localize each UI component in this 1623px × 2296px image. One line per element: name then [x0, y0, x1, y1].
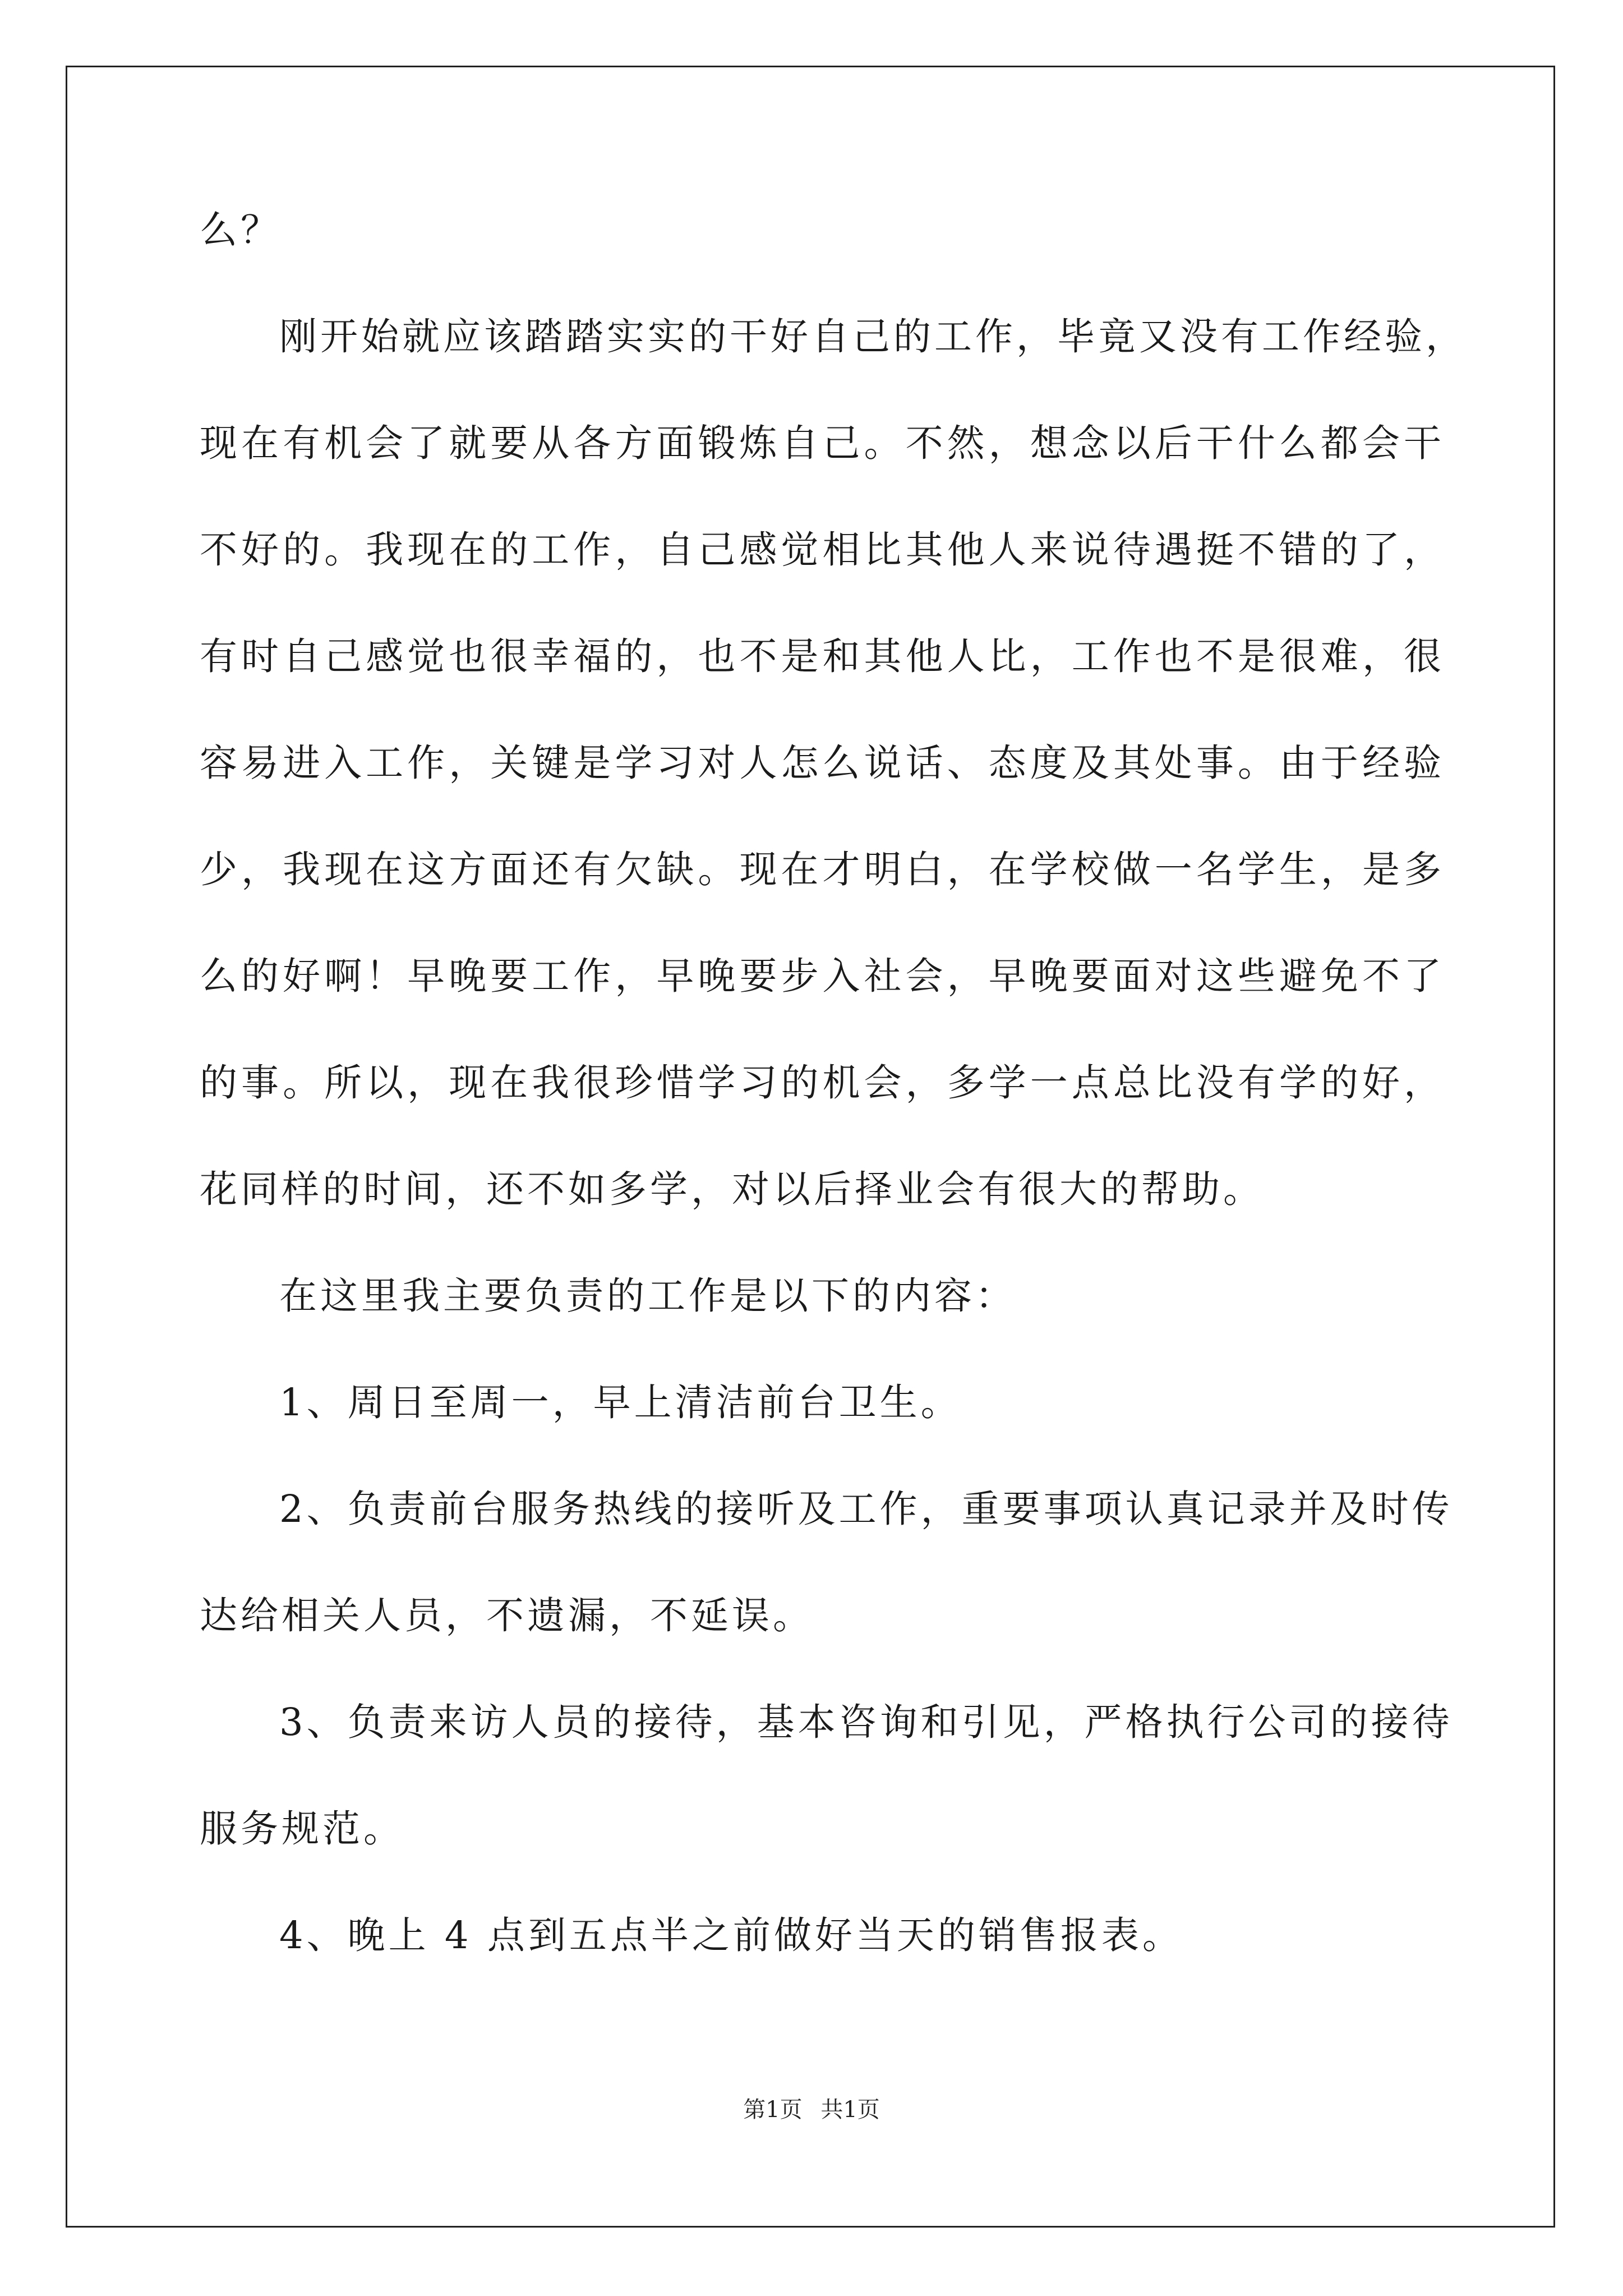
page-footer	[0, 2096, 1623, 2124]
text-line: 的事。所以，现在我很珍惜学习的机会，多学一点总比没有学的好，	[200, 1061, 1445, 1105]
text-line: 少，我现在这方面还有欠缺。现在才明白，在学校做一名学生，是多	[200, 848, 1445, 891]
page-number: 第1页	[743, 2097, 803, 2123]
text-line: 么？	[200, 208, 282, 252]
text-line: 刚开始就应该踏踏实实的干好自己的工作，毕竟又没有工作经验，	[279, 315, 1467, 358]
text-line: 么的好啊！早晚要工作，早晚要步入社会，早晚要面对这些避免不了	[200, 954, 1445, 998]
text-line: 现在有机会了就要从各方面锻炼自己。不然，想念以后干什么都会干	[200, 421, 1445, 465]
page-total: 共1页	[820, 2097, 880, 2123]
text-line: 达给相关人员，不遗漏，不延误。	[200, 1594, 814, 1637]
text-line: 不好的。我现在的工作，自己感觉相比其他人来说待遇挺不错的了，	[200, 528, 1445, 572]
list-item: 3、负责来访人员的接待，基本咨询和引见，严格执行公司的接待	[279, 1700, 1453, 1744]
text-line: 在这里我主要负责的工作是以下的内容：	[279, 1274, 1016, 1318]
list-item: 4、晚上 4 点到五点半之前做好当天的销售报表。	[279, 1913, 1183, 1957]
list-item: 1、周日至周一，早上清洁前台卫生。	[279, 1381, 962, 1424]
text-line: 花同样的时间，还不如多学，对以后择业会有很大的帮助。	[200, 1167, 1264, 1211]
page-frame	[66, 66, 1555, 2228]
list-item: 2、负责前台服务热线的接听及工作，重要事项认真记录并及时传	[279, 1487, 1453, 1531]
text-line: 容易进入工作，关键是学习对人怎么说话、态度及其处事。由于经验	[200, 741, 1445, 785]
text-line: 服务规范。	[200, 1807, 404, 1851]
text-line: 有时自己感觉也很幸福的，也不是和其他人比，工作也不是很难，很	[200, 634, 1445, 678]
